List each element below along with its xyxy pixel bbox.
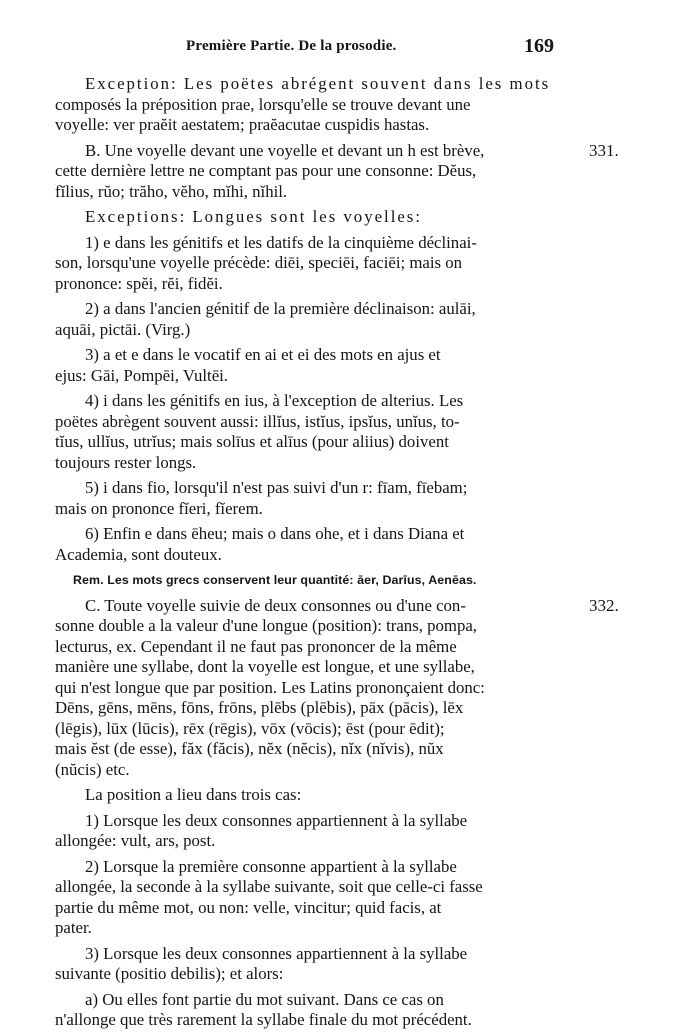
text-line: n'allonge que très rarement la syllabe finale du mot précédent. bbox=[55, 1010, 472, 1029]
text-line: (lēgis), lūx (lūcis), rēx (rēgis), vōx (vōcis); ēst (pour ēdit); bbox=[55, 718, 445, 738]
text-line: poëtes abrègent souvent aussi: illĭus, istĭus, ipsĭus, unĭus, to- bbox=[55, 411, 460, 431]
text-line: qui n'est longue que par position. Les Latins prononçaient donc: bbox=[55, 677, 485, 697]
text-line: manière une syllabe, dont la voyelle est longue, et une syllabe, bbox=[55, 657, 475, 676]
paragraph-exception-prae bbox=[55, 74, 552, 136]
text-line: voyelle: ver praĕit aestatem; praĕacutae cuspidis hastas. bbox=[55, 115, 430, 134]
paragraph-position-3 bbox=[55, 944, 552, 985]
text-line: partie du même mot, ou non: velle, vincitur; quid facis, at bbox=[55, 897, 442, 917]
text-line: Exceptions: Longues sont les voyelles: bbox=[85, 207, 423, 226]
text-line: cette dernière lettre ne comptant pas pour une consonne: Dĕus, bbox=[55, 161, 477, 180]
text-line: 6) Enfin e dans ēheu; mais o dans ohe, et i dans Diana et bbox=[85, 524, 465, 543]
text-line: 2) Lorsque la première consonne appartient à la syllabe bbox=[85, 856, 457, 876]
section-number: 332. bbox=[589, 595, 619, 615]
text-line: tĭus, ullĭus, utrĭus; mais solīus et alīus (pour aliius) doivent bbox=[55, 432, 449, 451]
page-number: 169 bbox=[524, 35, 554, 57]
text-line: ejus: Gāi, Pompēi, Vultēi. bbox=[55, 365, 229, 385]
text-line: Dēns, gēns, mēns, fōns, frōns, plēbs (plēbis), pāx (pācis), lēx bbox=[55, 698, 464, 717]
page-header bbox=[0, 35, 692, 58]
text-line: suivante (positio debilis); et alors: bbox=[55, 964, 284, 983]
running-head: Première Partie. De la prosodie. bbox=[186, 38, 397, 54]
paragraph-exception-3 bbox=[55, 345, 552, 386]
text-line: prononce: spĕi, rĕi, fidĕi. bbox=[55, 273, 223, 293]
text-line: fĭlius, rŭo; trăho, vĕho, mĭhi, nĭhil. bbox=[55, 181, 288, 201]
text-line: Academia, sont douteux. bbox=[55, 544, 222, 564]
paragraph-position-1 bbox=[55, 811, 552, 852]
paragraph-exceptions-heading bbox=[55, 207, 552, 228]
text-line: C. Toute voyelle suivie de deux consonnes ou d'une con- bbox=[85, 595, 466, 615]
text-line: allongée, la seconde à la syllabe suivante, soit que celle-ci fasse bbox=[55, 877, 483, 896]
text-line: (nŭcis) etc. bbox=[55, 759, 130, 779]
paragraph-rule-b bbox=[55, 140, 619, 203]
text-line: aquāi, pictāi. (Virg.) bbox=[55, 319, 191, 339]
paragraph-position-3a bbox=[55, 990, 552, 1031]
text-line: La position a lieu dans trois cas: bbox=[85, 785, 302, 804]
text-line: pater. bbox=[55, 918, 92, 937]
paragraph-exception-5 bbox=[55, 478, 552, 519]
text-line: mais ĕst (de esse), făx (făcis), nĕx (nĕcis), nĭx (nĭvis), nŭx bbox=[55, 739, 444, 758]
section-number: 331. bbox=[589, 140, 619, 160]
text-line: 1) Lorsque les deux consonnes appartiennent à la syllabe bbox=[85, 810, 468, 830]
text-line: sonne double a la valeur d'une longue (position): trans, pompa, bbox=[55, 616, 477, 635]
text-line: 3) a et e dans le vocatif en ai et ei des mots en ajus et bbox=[85, 345, 441, 364]
text-line: toujours rester longs. bbox=[55, 452, 197, 472]
text-line: 3) Lorsque les deux consonnes appartiennent à la syllabe bbox=[85, 943, 468, 963]
paragraph-exception-1 bbox=[55, 233, 552, 295]
text-line: 2) a dans l'ancien génitif de la première déclinaison: aulāi, bbox=[85, 299, 476, 318]
paragraph-position-2 bbox=[55, 857, 552, 939]
text-line: B. Une voyelle devant une voyelle et devant un h est brève, bbox=[85, 140, 485, 160]
page-body bbox=[55, 74, 619, 1036]
text-line: 4) i dans les génitifs en ius, à l'exception de alterius. Les bbox=[85, 391, 464, 410]
text-line: Exception: Les poëtes abrégent souvent dans les mots bbox=[85, 74, 551, 93]
remark: Rem. Les mots grecs conservent leur quantité: āer, Darīus, Aenēas. bbox=[73, 573, 477, 587]
paragraph-exception-6 bbox=[55, 524, 552, 565]
paragraph-position-intro bbox=[55, 785, 552, 806]
text-line: son, lorsqu'une voyelle précède: diēi, speciēi, faciēi; mais on bbox=[55, 253, 463, 272]
text-line: mais on prononce fĭeri, fĭerem. bbox=[55, 498, 263, 518]
paragraph-rule-c bbox=[55, 595, 619, 781]
text-line: a) Ou elles font partie du mot suivant. Dans ce cas on bbox=[85, 989, 444, 1009]
paragraph-exception-2 bbox=[55, 299, 552, 340]
paragraph-exception-4 bbox=[55, 391, 552, 473]
text-line: lecturus, ex. Cependant il ne faut pas prononcer de la même bbox=[55, 636, 457, 656]
text-line: allongée: vult, ars, post. bbox=[55, 831, 216, 850]
text-line: 1) e dans les génitifs et les datifs de la cinquième déclinai- bbox=[85, 232, 477, 252]
text-line: composés la préposition prae, lorsqu'elle se trouve devant une bbox=[55, 94, 471, 114]
text-line: 5) i dans fio, lorsqu'il n'est pas suivi d'un r: fīam, fīebam; bbox=[85, 478, 468, 497]
